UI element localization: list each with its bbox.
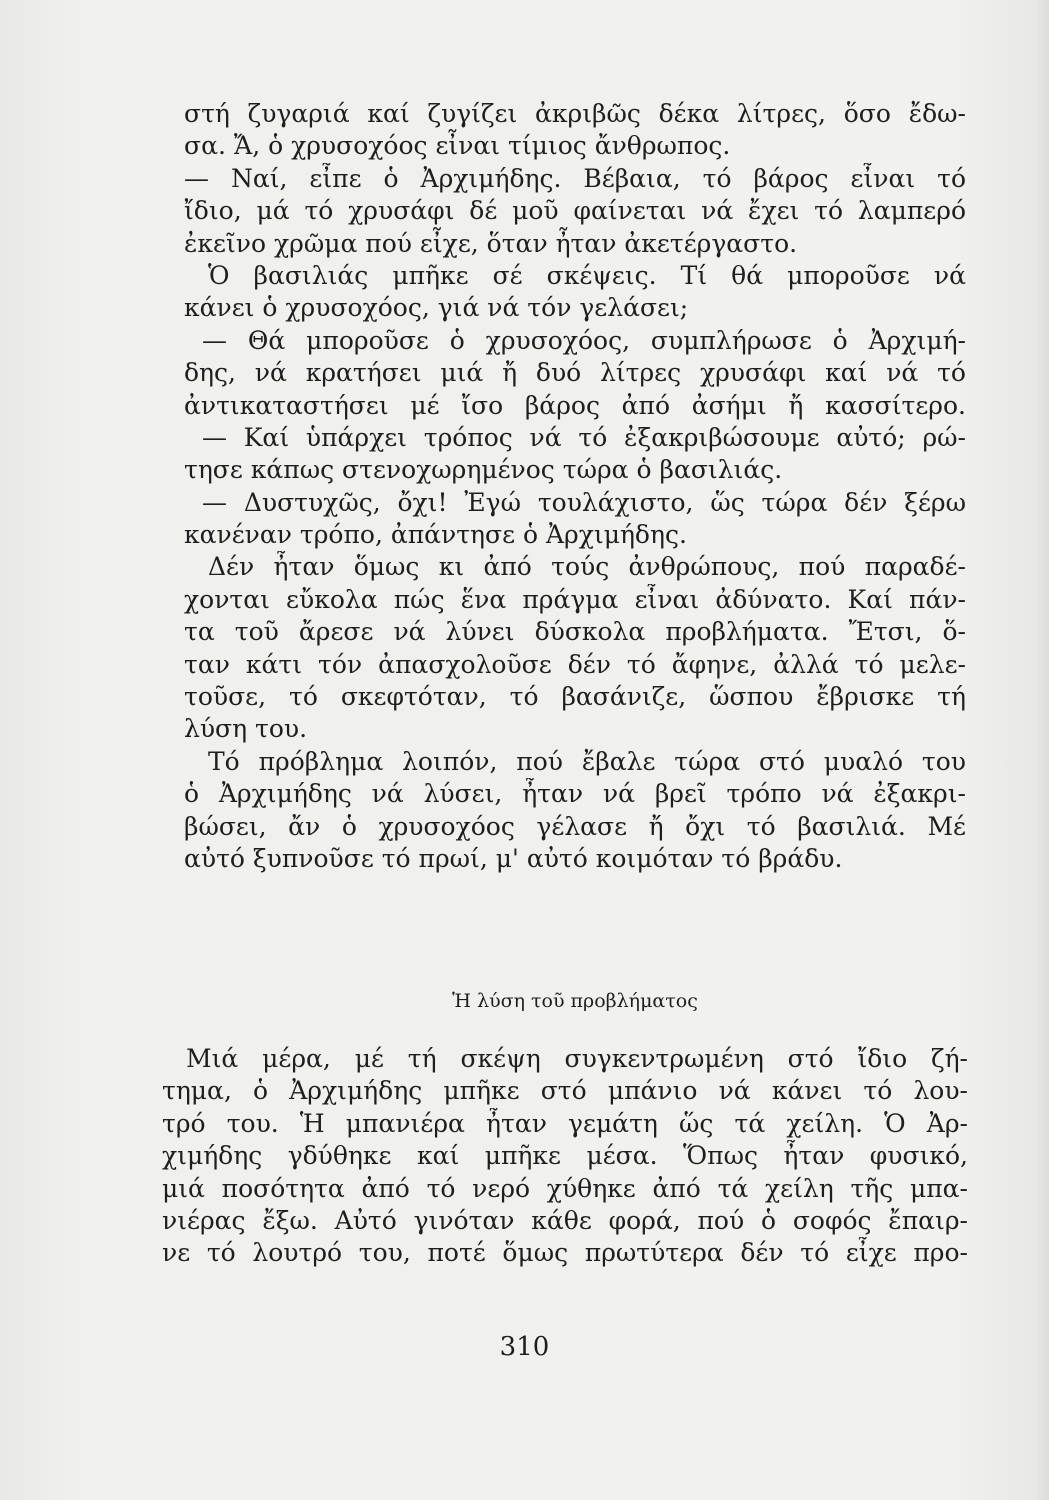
text-line: Ὁ βασιλιάς μπῆκε σέ σκέψεις. Τί θά μποροῦσε νά xyxy=(208,260,966,290)
text-line: τα τοῦ ἄρεσε νά λύνει δύσκολα προβλήματα. Ἔτσι, ὅ- xyxy=(184,617,966,647)
text-line: λύση του. xyxy=(184,714,308,744)
text-line: τημα, ὁ Ἀρχιμήδης μπῆκε στό μπάνιο νά κάνει τό λου- xyxy=(162,1076,968,1106)
text-line: τησε κάπως στενοχωρημένος τώρα ὁ βασιλιάς. xyxy=(184,455,783,485)
text-line: Δέν ἦταν ὅμως κι ἀπό τούς ἀνθρώπους, πού παραδέ- xyxy=(208,552,966,582)
text-line: κάνει ὁ χρυσοχόος, γιά νά τόν γελάσει; xyxy=(184,293,689,323)
body-text-block-1 xyxy=(184,98,966,875)
section-heading: Ἡ λύση τοῦ προβλήματος xyxy=(452,990,698,1012)
text-line: στή ζυγαριά καί ζυγίζει ἀκριβῶς δέκα λίτρες, ὅσο ἔδω- xyxy=(184,99,966,128)
text-line: ἐκεῖνο χρῶμα πού εἶχε, ὅταν ἦταν ἀκετέργαστο. xyxy=(184,228,798,258)
text-line: νιέρας ἔξω. Αὐτό γινόταν κάθε φορά, πού ὁ σοφός ἔπαιρ- xyxy=(162,1205,968,1235)
text-line: χονται εὔκολα πώς ἕνα πράγμα εἶναι ἀδύνατο. Καί πάν- xyxy=(184,584,966,614)
text-line: ἴδιο, μά τό χρυσάφι δέ μοῦ φαίνεται νά ἔχει τό λαμπερό xyxy=(184,196,966,226)
body-text-block-2 xyxy=(162,1043,968,1270)
text-line: ταν κάτι τόν ἀπασχολοῦσε δέν τό ἄφηνε, ἀλλά τό μελε- xyxy=(184,649,966,679)
text-line: τρό του. Ἡ μπανιέρα ἦταν γεμάτη ὥς τά χείλη. Ὁ Ἀρ- xyxy=(162,1108,968,1138)
text-line: σα. Ἄ, ὁ χρυσοχόος εἶναι τίμιος ἄνθρωπος. xyxy=(184,131,731,161)
text-line: κανέναν τρόπο, ἀπάντησε ὁ Ἀρχιμήδης. xyxy=(184,520,687,550)
text-line: νε τό λουτρό του, ποτέ ὅμως πρωτύτερα δέν τό εἶχε προ- xyxy=(162,1238,968,1268)
text-line: Τό πρόβλημα λοιπόν, πού ἔβαλε τώρα στό μυαλό του xyxy=(208,746,966,776)
text-line: — Θά μποροῦσε ὁ χρυσοχόος, συμπλήρωσε ὁ Ἀρχιμή- xyxy=(202,325,966,355)
text-line: μιά ποσότητα ἀπό τό νερό χύθηκε ἀπό τά χείλη τῆς μπα- xyxy=(162,1173,968,1203)
text-line: — Καί ὑπάρχει τρόπος νά τό ἐξακριβώσουμε αὐτό; ρώ- xyxy=(202,422,966,452)
page-number: 310 xyxy=(499,1332,550,1362)
text-line: βώσει, ἄν ὁ χρυσοχόος γέλασε ἤ ὄχι τό βασιλιά. Μέ xyxy=(184,811,966,841)
text-line: τοῦσε, τό σκεφτόταν, τό βασάνιζε, ὥσπου ἔβρισκε τή xyxy=(184,682,966,712)
text-line: — Δυστυχῶς, ὄχι! Ἐγώ τουλάχιστο, ὥς τώρα δέν ξέρω xyxy=(202,487,966,517)
text-line: ὁ Ἀρχιμήδης νά λύσει, ἦταν νά βρεῖ τρόπο νά ἐξακρι- xyxy=(184,779,966,809)
text-line: αὐτό ξυπνοῦσε τό πρωί, μ' αὐτό κοιμόταν τό βράδυ. xyxy=(184,843,843,873)
text-line: Μιά μέρα, μέ τή σκέψη συγκεντρωμένη στό ἴδιο ζή- xyxy=(186,1044,968,1073)
text-line: χιμήδης γδύθηκε καί μπῆκε μέσα. Ὅπως ἦταν φυσικό, xyxy=(162,1141,968,1171)
page-edge-shadow xyxy=(1035,0,1049,1500)
text-line: ἀντικαταστήσει μέ ἴσο βάρος ἀπό ἀσήμι ἤ κασσίτερο. xyxy=(184,390,966,420)
text-line: δης, νά κρατήσει μιά ἤ δυό λίτρες χρυσάφι καί νά τό xyxy=(184,358,966,388)
text-line: — Ναί, εἶπε ὁ Ἀρχιμήδης. Βέβαια, τό βάρος εἶναι τό xyxy=(184,163,966,193)
